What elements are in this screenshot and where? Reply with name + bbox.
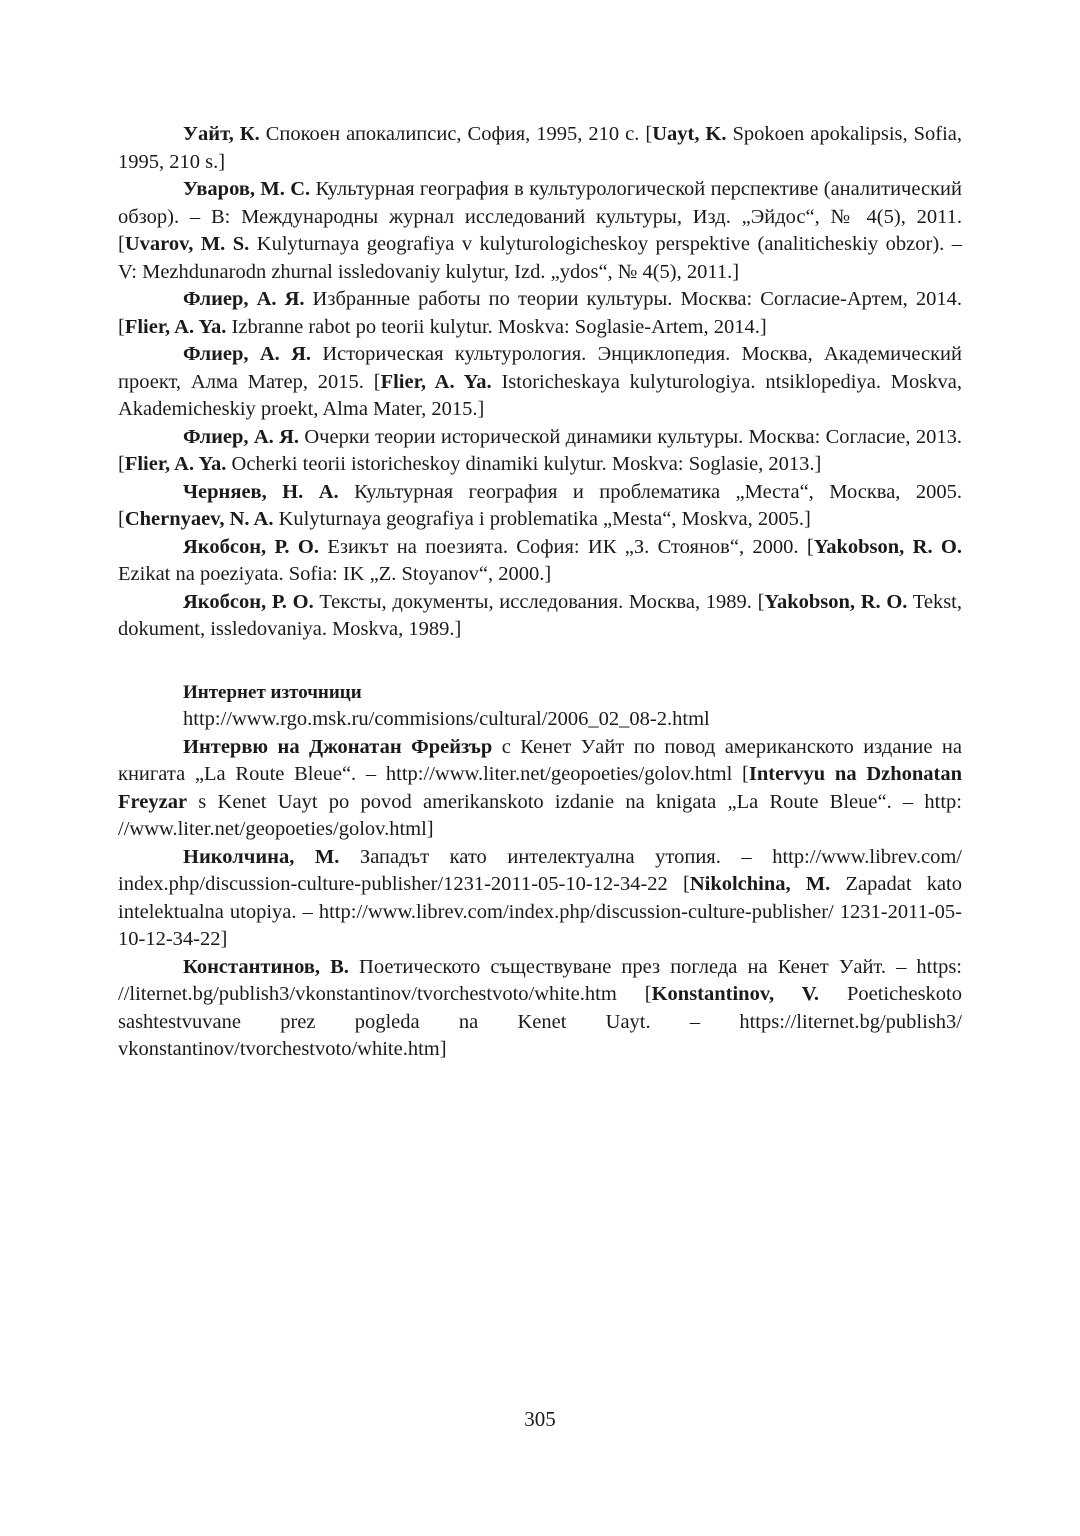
reference-translit-text: Zapadat kato intelektualna utopiya. – http://www.librev.com/index.php/discussion-culture-publisher/ 1231-2011-05-10-12-34-22] xyxy=(118,873,963,950)
reference-entry xyxy=(118,534,962,589)
reference-translit-author: Nikolchina, M. xyxy=(689,873,831,895)
source-url: http://www.rgo.msk.ru/commisions/cultural/2006_02_08-2.html xyxy=(183,708,710,730)
reference-text: Очерки теории исторической динамики культуры. Москва: Согласие, 2013. [ xyxy=(118,425,962,475)
reference-entry xyxy=(118,734,962,844)
reference-author: Флиер, А. Я. xyxy=(183,288,305,310)
reference-entry xyxy=(118,844,962,954)
reference-translit-text: Ezikat na poeziyata. Sofia: IK „Z. Stoyanov“, 2000.] xyxy=(118,563,552,585)
reference-entry xyxy=(118,341,962,424)
reference-translit-text: Kulyturnaya geografiya i problematika „Mesta“, Moskva, 2005.] xyxy=(273,508,811,530)
reference-text: Поетическото съществуване през погледа на Кенет Уайт. – https: //liternet.bg/publish3/vkonstantinov/tvorchestvoto/white.htm [ xyxy=(118,955,962,1005)
reference-author: Интервю на Джонатан Фрейзър xyxy=(183,735,493,758)
document-body xyxy=(118,121,962,1064)
reference-text: с Кенет Уайт по повод американското издание на книгата „La Route Bleue“. – http://www.liter.net/geopoeties/golov.html [ xyxy=(118,735,962,785)
reference-translit-author: Yakobson, R. O. xyxy=(813,535,962,558)
section-title: Интернет източници xyxy=(183,681,362,703)
reference-entry xyxy=(118,589,962,644)
reference-author: Флиер, А. Я. xyxy=(183,343,312,365)
reference-author: Уваров, М. С. xyxy=(183,178,311,200)
reference-author: Константинов, В. xyxy=(183,955,349,978)
reference-translit-text: Tekst, dokument, issledovaniya. Moskva, 1989.] xyxy=(118,590,962,640)
reference-translit-author: Flier, A. Ya. xyxy=(124,315,227,338)
reference-entry xyxy=(118,121,962,176)
reference-text: Культурная география и проблематика „Места“, Москва, 2005. [ xyxy=(118,480,962,530)
reference-entry xyxy=(118,176,962,286)
reference-author: Якобсон, Р. О. xyxy=(183,590,314,613)
page-number: 305 xyxy=(524,1407,556,1431)
reference-text: Тексты, документы, исследования. Москва, 1989. [ xyxy=(313,590,765,613)
reference-entry xyxy=(118,286,962,341)
reference-translit-author: Intervyu na Dzhonatan Freyzar xyxy=(118,763,962,813)
reference-text: Историческая культурология. Энциклопедия. Москва, Академический проект, Алма Матер, 2015. [ xyxy=(118,343,962,393)
reference-translit-author: Uayt, K. xyxy=(652,123,727,145)
reference-translit-text: Istoricheskaya kulyturologiya. ntsiklopediya. Moskva, Akademicheskiy proekt, Alma Mater, 2015.] xyxy=(118,370,962,420)
reference-translit-author: Yakobson, R. O. xyxy=(764,590,908,613)
reference-author: Уайт, К. xyxy=(183,123,260,145)
reference-author: Флиер, А. Я. xyxy=(183,425,300,448)
reference-translit-text: s Kenet Uayt po povod amerikanskoto izdanie na knigata „La Route Bleue“. – http: //www.liter.net/geopoeties/golov.html] xyxy=(118,790,962,840)
reference-translit-author: Uvarov, M. S. xyxy=(124,233,250,255)
reference-author: Николчина, М. xyxy=(183,845,340,868)
reference-translit-author: Flier, A. Ya. xyxy=(380,370,492,393)
reference-translit-text: Kulyturnaya geografiya v kulyturologicheskoy perspektive (analiticheskiy obzor). – V: Mezhdunarodn zhurnal issledovaniy kulytur, Izd. „ydos“, № 4(5), 2011.] xyxy=(118,233,962,283)
reference-translit-text: Izbranne rabot po teorii kulytur. Moskva: Soglasie-Artem, 2014.] xyxy=(226,315,767,338)
reference-author: Черняев, Н. А. xyxy=(183,480,339,503)
reference-text: Западът като интелектуална утопия. – http://www.librev.com/ index.php/discussion-culture-publisher/1231-2011-05-10-12-34-22 [ xyxy=(118,845,962,895)
reference-text: Культурная география в культурологической перспективе (аналитический обзор). – В: Международны журнал исследований культуры, Изд. „Эйдос“, № 4(5), 2011. [ xyxy=(118,178,962,255)
reference-translit-author: Konstantinov, V. xyxy=(651,983,819,1005)
reference-text: Спокоен апокалипсис, София, 1995, 210 с. [ xyxy=(259,123,653,145)
reference-translit-text: Poeticheskoto sashtestvuvane prez pogleda na Kenet Uayt. – https://liternet.bg/publish3/ vkonstantinov/tvorchestvoto/white.htm] xyxy=(118,983,963,1060)
reference-translit-author: Flier, A. Ya. xyxy=(124,453,227,475)
reference-translit-author: Chernyaev, N. A. xyxy=(124,508,274,530)
reference-translit-text: Ocherki teorii istoricheskoy dinamiki kulytur. Moskva: Soglasie, 2013.] xyxy=(226,453,822,475)
reference-author: Якобсон, Р. О. xyxy=(183,535,319,558)
reference-entry xyxy=(118,479,962,534)
reference-translit-text: Spokoen apokalipsis, Sofia, 1995, 210 s.] xyxy=(118,123,963,173)
reference-text: Езикът на поезията. София: ИК „З. Стоянов“, 2000. [ xyxy=(318,535,814,558)
reference-entry xyxy=(118,954,962,1064)
reference-text: Избранные работы по теории культуры. Москва: Согласие-Артем, 2014. [ xyxy=(118,288,962,338)
reference-entry xyxy=(118,424,962,479)
